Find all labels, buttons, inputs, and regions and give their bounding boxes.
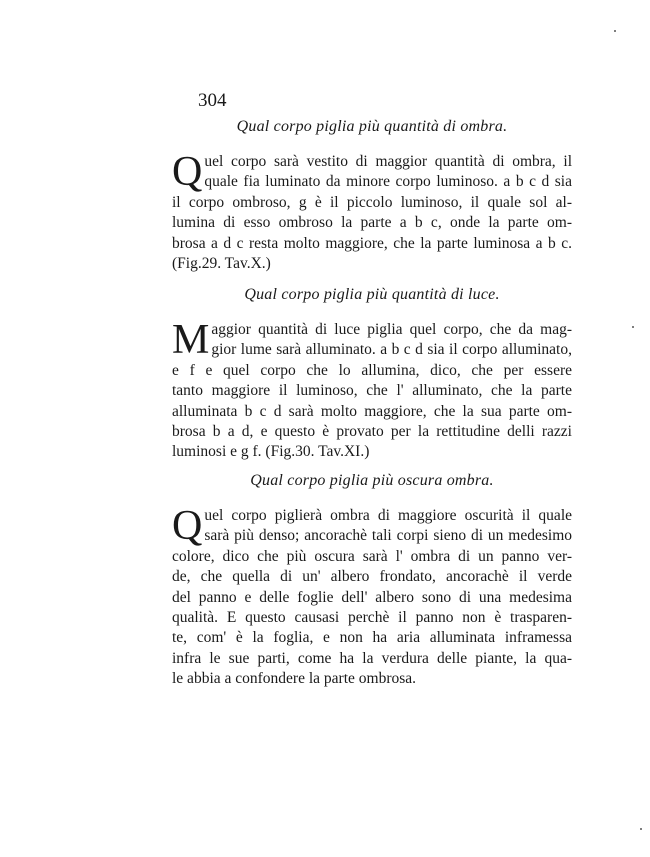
section-paragraph — [172, 149, 572, 274]
text-line: uel corpo sarà vestito di maggior quantità di ombra, il — [204, 153, 572, 170]
scan-speck — [632, 326, 634, 328]
text-line: sarà più denso; ancorachè tali corpi sieno di un medesimo — [204, 527, 572, 545]
section-paragraph — [172, 317, 572, 463]
page-number: 304 — [198, 90, 227, 111]
section-heading: Qual corpo piglia più quantità di ombra. — [236, 118, 508, 135]
text-line: del panno e delle foglie dell' albero sono di una medesima — [172, 588, 572, 606]
text-line: alluminata b c d sarà molto maggiore, che la sua parte om- — [172, 402, 572, 420]
text-line: brosa a d c resta molto maggiore, che la parte luminosa a b c. — [172, 234, 572, 252]
text-line: lumina di esso ombroso la parte a b c, onde la parte om- — [172, 214, 572, 232]
text-line: aggior quantità di luce piglia quel corpo, che da mag- — [211, 321, 572, 338]
text-line: il corpo ombroso, g è il piccolo luminoso, il quale sol al- — [172, 193, 572, 211]
section-heading: Qual corpo piglia più quantità di luce. — [244, 286, 500, 303]
section-ombra-quantita — [172, 118, 572, 274]
text-line: te, com' è la foglia, e non ha aria alluminata inframessa — [172, 629, 572, 647]
text-line: brosa b a d, e questo è provato per la rettitudine delli razzi — [172, 422, 572, 440]
text-line: (Fig.29. Tav.X.) — [172, 254, 271, 272]
text-line: infra le sue parti, come ha la verdura delle piante, la qua- — [172, 649, 572, 667]
text-line: colore, dico che più oscura sarà l' ombra di un panno ver- — [172, 547, 572, 565]
scan-speck — [640, 828, 642, 830]
text-line: e f e quel corpo che lo allumina, dico, che per essere — [172, 361, 572, 379]
text-line: gior lume sarà alluminato. a b c d sia il corpo alluminato, — [211, 341, 572, 359]
section-heading: Qual corpo piglia più oscura ombra. — [250, 472, 494, 489]
text-line: qualità. E questo causasi perchè il panno non è trasparen- — [172, 608, 572, 626]
section-paragraph — [172, 503, 572, 690]
drop-cap: Q — [172, 149, 203, 195]
section-luce-quantita — [172, 286, 572, 463]
drop-cap: M — [172, 317, 210, 363]
text-line: quale fia luminato da minore corpo luminoso. a b c d sia — [204, 173, 572, 191]
text-line: de, che quella di un' albero frondato, ancorachè il verde — [172, 568, 572, 586]
drop-cap: Q — [172, 503, 203, 549]
text-line: uel corpo piglierà ombra di maggiore oscurità il quale — [204, 507, 572, 524]
text-line: le abbia a confondere la parte ombrosa. — [172, 670, 417, 688]
scan-speck — [614, 30, 616, 32]
section-ombra-oscura — [172, 472, 572, 690]
text-line: luminosi e g f. (Fig.30. Tav.XI.) — [172, 443, 370, 461]
text-line: tanto maggiore il luminoso, che l' alluminato, che la parte — [172, 382, 572, 400]
